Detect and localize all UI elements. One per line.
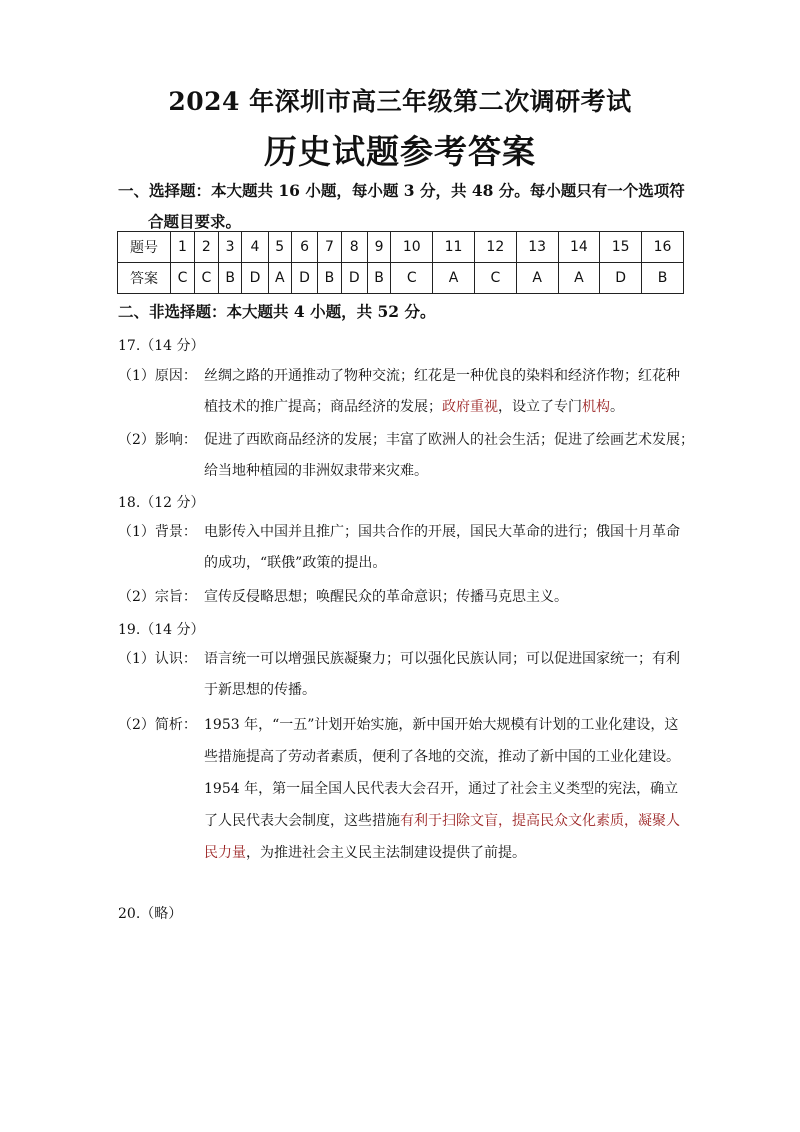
q18-part1-label: （1）背景：: [118, 524, 197, 540]
question-number: 16: [642, 232, 684, 263]
question-number: 14: [558, 232, 600, 263]
q18-part2-line1: 宣传反侵略思想；唤醒民众的革命意识；传播马克思主义。: [204, 589, 568, 605]
q18-part2-label: （2）宗旨：: [118, 589, 197, 605]
q19-part2-line5-mark: 民力量: [204, 845, 246, 861]
question-number: 5: [268, 232, 291, 263]
answer-cell: D: [341, 263, 367, 294]
question-number-label: 题号: [118, 232, 171, 263]
q19-part2-line4-text: 了人民代表大会制度，这些措施: [204, 813, 400, 829]
q19-part2: [118, 709, 698, 869]
q17-part1-line2: [118, 392, 698, 423]
answer-cell: D: [242, 263, 268, 294]
q19-part2-line4-mark: 有利于扫除文盲，提高民众文化素质，凝聚人: [400, 813, 680, 829]
q17-part2: [118, 425, 698, 487]
q17-part2-line1: 促进了西欧商品经济的发展；丰富了欧洲人的社会生活；促进了绘画艺术发展；: [204, 432, 694, 448]
q17-part1-line2-mark: 政府重视: [442, 399, 498, 415]
question-number: 4: [242, 232, 268, 263]
q19-part1-line1: 语言统一可以增强民族凝聚力；可以强化民族认同；可以促进国家统一；有利: [204, 651, 680, 667]
answer-label: 答案: [118, 263, 171, 294]
question-number: 11: [433, 232, 475, 263]
q18-part1-line2: 的成功，“联俄”政策的提出。: [204, 555, 387, 571]
question-number: 10: [391, 232, 433, 263]
q17-part2-line2: 给当地种植园的非洲奴隶带来灾难。: [204, 463, 428, 479]
answer-cell: D: [600, 263, 642, 294]
question-number: 6: [292, 232, 318, 263]
answer-cell: B: [642, 263, 684, 294]
answer-cell: A: [558, 263, 600, 294]
answer-cell: A: [516, 263, 558, 294]
section2-heading: 二、非选择题：本大题共 4 小题，共 52 分。: [118, 302, 436, 321]
answer-cell: C: [391, 263, 433, 294]
q17-part2-label: （2）影响：: [118, 432, 197, 448]
answer-row: [118, 263, 684, 294]
q19-part2-line4: [118, 805, 698, 837]
question-number: 12: [474, 232, 516, 263]
q17-part1: [118, 361, 698, 423]
question-number: 7: [318, 232, 342, 263]
answer-cell: B: [218, 263, 242, 294]
question-number: 2: [194, 232, 218, 263]
q18-part1: [118, 517, 698, 579]
question-number: 9: [367, 232, 391, 263]
q19-part2-line2: 些措施提高了劳动者素质，便利了各地的交流，推动了新中国的工业化建设。: [204, 749, 680, 765]
question-number: 15: [600, 232, 642, 263]
question-number: 8: [341, 232, 367, 263]
question-number: 13: [516, 232, 558, 263]
section1-heading: [118, 175, 698, 237]
q17-part1-line1: 丝绸之路的开通推动了物种交流；红花是一种优良的染料和经济作物；红花种: [204, 368, 680, 384]
q19-part2-line5: [118, 837, 698, 869]
exam-title: 2024 年深圳市高三年级第二次调研考试: [168, 87, 632, 116]
answer-cell: B: [318, 263, 342, 294]
answer-table: [117, 231, 684, 294]
q18-part2: [118, 582, 698, 613]
answer-cell: C: [171, 263, 195, 294]
question-number: 3: [218, 232, 242, 263]
answer-cell: A: [433, 263, 475, 294]
q18-heading: 18.（12 分）: [118, 495, 205, 511]
q17-part1-label: （1）原因：: [118, 368, 197, 384]
section1-heading-line2: 合题目要求。: [148, 212, 242, 231]
q19-part1: [118, 644, 698, 706]
q17-part1-line2-mark2: 机构: [582, 399, 610, 415]
answer-cell: C: [474, 263, 516, 294]
section1-heading-line1: 一、选择题：本大题共 16 小题，每小题 3 分，共 48 分。每小题只有一个选项符: [118, 181, 685, 200]
q19-part2-line1: 1953 年，“一五”计划开始实施，新中国开始大规模有计划的工业化建设，这: [204, 717, 679, 733]
q19-part2-line5-text: ，为推进社会主义民主法制建设提供了前提。: [246, 845, 526, 861]
answer-cell: D: [292, 263, 318, 294]
q19-heading: 19.（14 分）: [118, 622, 205, 638]
q19-part2-label: （2）简析：: [118, 717, 197, 733]
answer-cell: C: [194, 263, 218, 294]
q17-part1-line2-text2: ，设立了专门: [498, 399, 582, 415]
q19-part2-line3: 1954 年，第一届全国人民代表大会召开，通过了社会主义类型的宪法，确立: [204, 781, 679, 797]
q19-part1-line2: 于新思想的传播。: [204, 682, 316, 698]
answer-cell: A: [268, 263, 291, 294]
q17-part1-line2-end: 。: [610, 399, 624, 415]
q19-part1-label: （1）认识：: [118, 651, 197, 667]
q17-part1-line2-text: 植技术的推广提高；商品经济的发展；: [204, 399, 442, 415]
answer-key-title: 历史试题参考答案: [264, 132, 536, 171]
q17-heading: 17.（14 分）: [118, 338, 205, 354]
answer-cell: B: [367, 263, 391, 294]
q20-heading: 20.（略）: [118, 906, 183, 922]
question-number: 1: [171, 232, 195, 263]
question-number-row: [118, 232, 684, 263]
q18-part1-line1: 电影传入中国并且推广；国共合作的开展，国民大革命的进行；俄国十月革命: [204, 524, 680, 540]
